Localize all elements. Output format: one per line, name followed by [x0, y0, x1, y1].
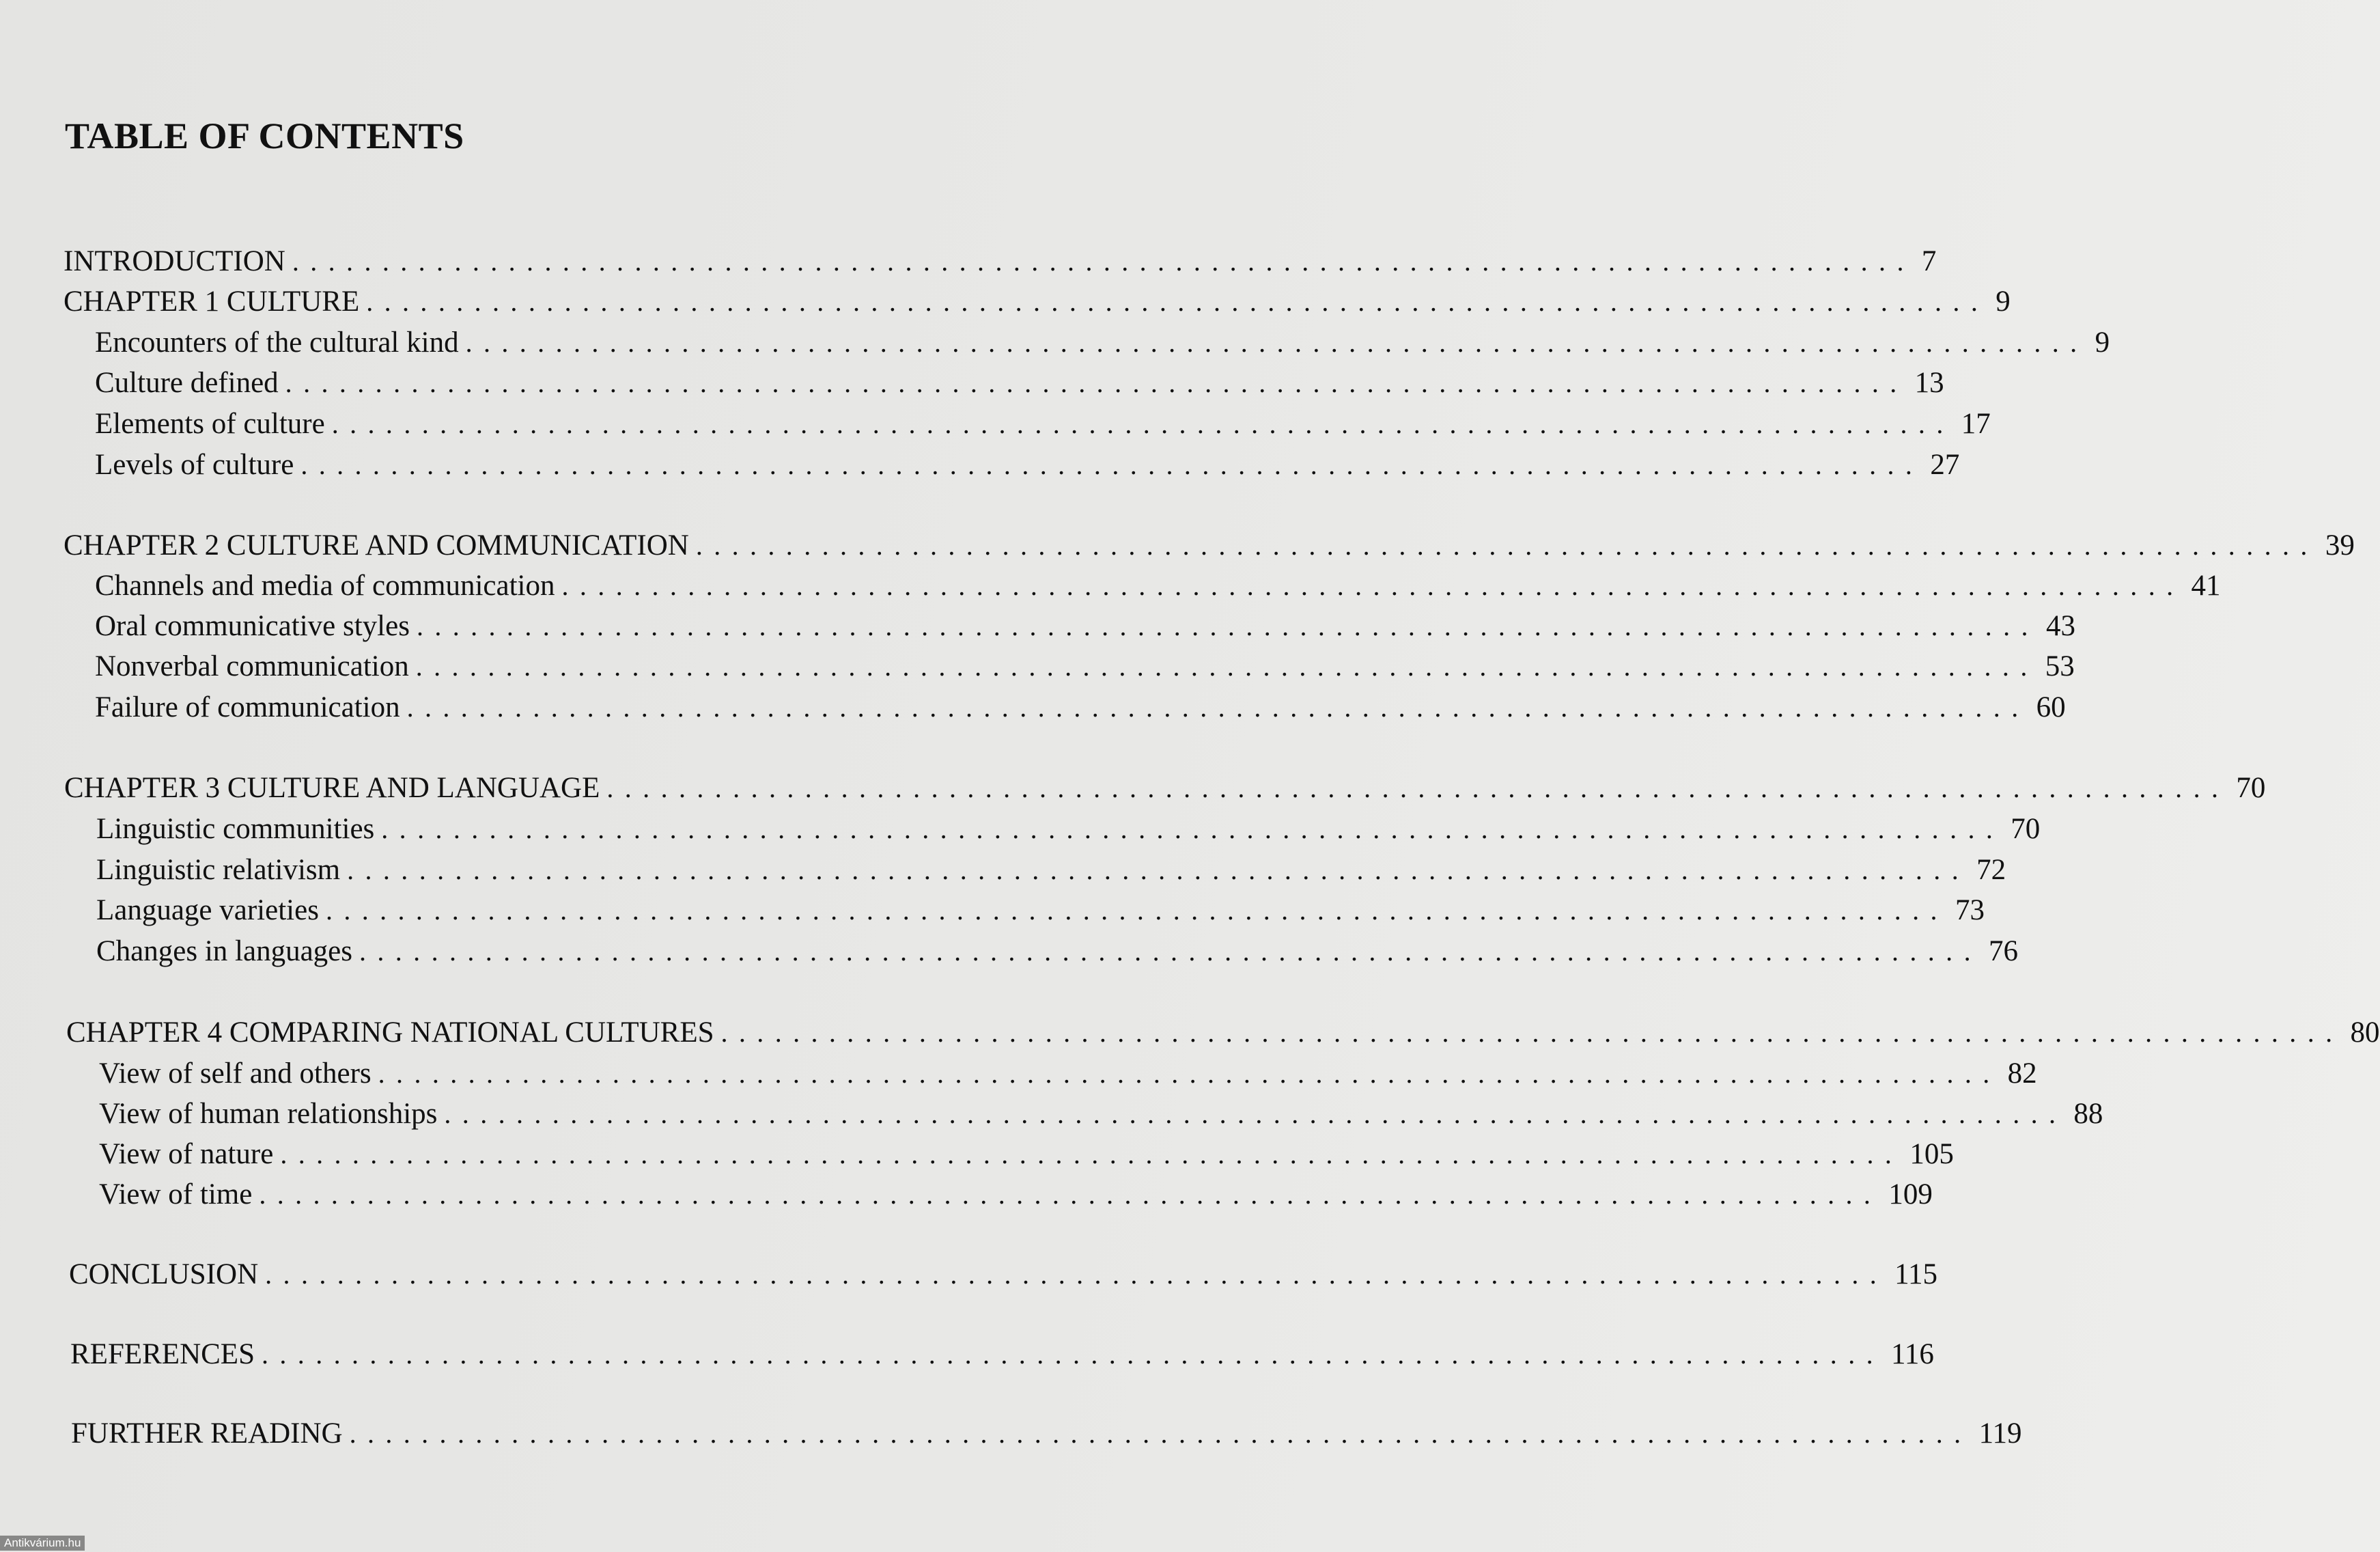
toc-entry-conclusion: [69, 1256, 1938, 1294]
toc-entry-title: Nonverbal communication: [95, 650, 409, 682]
toc-entry-page: 7: [1921, 245, 1937, 277]
dot-leader: ..........................................................................................: [465, 327, 2088, 358]
toc-entry-levels-of-culture: [95, 446, 1960, 484]
toc-entry-page: 27: [1930, 449, 1960, 481]
dot-leader: ..........................................................................................: [416, 611, 2039, 641]
toc-entry-page: 82: [2007, 1057, 2037, 1090]
dot-leader: ..........................................................................................: [695, 530, 2319, 561]
dot-leader: ..........................................................................................: [415, 651, 2039, 682]
toc-entry-chapter-4: [66, 1014, 2380, 1052]
toc-entry-title: Linguistic communities: [96, 813, 375, 845]
dot-leader: ..........................................................................................: [292, 246, 1915, 277]
dot-leader: ..........................................................................................: [262, 1339, 1884, 1370]
toc-entry-title: CHAPTER 2 CULTURE AND COMMUNICATION: [64, 529, 689, 562]
toc-entry-view-of-nature: [99, 1135, 1954, 1174]
dot-leader: ..........................................................................................: [300, 449, 1924, 480]
dot-leader: ..........................................................................................: [347, 855, 1970, 885]
toc-entry-title: View of nature: [99, 1138, 274, 1170]
toc-entry-chapter-1: [64, 283, 2011, 321]
toc-entry-chapter-3: [64, 769, 2266, 807]
toc-entry-elements-of-culture: [95, 405, 1991, 443]
toc-entry-page: 72: [1976, 854, 2006, 886]
toc-entry-title: CONCLUSION: [69, 1258, 259, 1290]
toc-entry-page: 119: [1978, 1417, 2022, 1450]
toc-entry-linguistic-communities: [96, 810, 2041, 848]
toc-entry-title: View of self and others: [99, 1057, 372, 1090]
toc-entry-page: 76: [1988, 935, 2018, 967]
toc-entry-title: View of time: [99, 1178, 253, 1210]
toc-entry-page: 13: [1914, 367, 1944, 399]
toc-entry-title: Culture defined: [95, 367, 279, 399]
toc-entry-page: 9: [2095, 327, 2110, 359]
toc-entry-title: Oral communicative styles: [95, 610, 410, 642]
dot-leader: ..........................................................................................: [381, 814, 2004, 844]
toc-entry-title: View of human relationships: [99, 1098, 438, 1130]
toc-entry-page: 109: [1888, 1178, 1933, 1210]
toc-entry-page: 9: [1996, 286, 2011, 318]
toc-entry-title: Elements of culture: [95, 408, 325, 440]
toc-entry-references: [70, 1335, 1934, 1374]
toc-entry-oral-styles: [95, 607, 2075, 646]
toc-entry-title: Encounters of the cultural kind: [95, 327, 459, 359]
dot-leader: ..........................................................................................: [359, 936, 1982, 967]
toc-entry-title: Failure of communication: [95, 691, 400, 723]
dot-leader: ..........................................................................................: [325, 895, 1948, 926]
dot-leader: ..........................................................................................: [444, 1098, 2067, 1129]
toc-entry-title: CHAPTER 4 COMPARING NATIONAL CULTURES: [66, 1016, 714, 1049]
toc-entry-title: Language varieties: [96, 894, 319, 926]
toc-entry-page: 60: [2036, 691, 2066, 723]
toc-entry-page: 80: [2350, 1016, 2380, 1049]
toc-entry-view-of-self: [99, 1055, 2037, 1093]
toc-entry-page: 88: [2073, 1098, 2103, 1130]
toc-entry-encounters: [95, 324, 2110, 362]
toc-entry-chapter-2: [64, 527, 2355, 565]
toc-entry-view-of-time: [99, 1176, 1933, 1214]
toc-entry-title: Changes in languages: [96, 935, 352, 967]
toc-entry-page: 116: [1891, 1338, 1934, 1370]
toc-entry-page: 73: [1955, 894, 1985, 926]
toc-entry-further-reading: [71, 1415, 2022, 1453]
watermark: Antikvárium.hu: [0, 1536, 85, 1551]
toc-entry-title: REFERENCES: [70, 1338, 255, 1370]
dot-leader: ..........................................................................................: [259, 1179, 1882, 1210]
toc-entry-page: 53: [2045, 650, 2075, 682]
toc-entry-introduction: [64, 242, 1937, 281]
toc-entry-page: 105: [1909, 1138, 1954, 1170]
toc-entry-language-varieties: [96, 891, 1985, 930]
toc-entry-title: Levels of culture: [95, 449, 294, 481]
toc-entry-page: 43: [2045, 610, 2075, 642]
toc-entry-nonverbal: [95, 648, 2075, 686]
toc-entry-title: Channels and media of communication: [95, 570, 555, 602]
toc-entry-page: 17: [1961, 408, 1991, 440]
dot-leader: ..........................................................................................: [280, 1139, 1903, 1169]
toc-entry-culture-defined: [95, 364, 1944, 402]
dot-leader: ..........................................................................................: [720, 1017, 2344, 1048]
dot-leader: ..........................................................................................: [406, 692, 2030, 723]
toc-entry-title: FURTHER READING: [71, 1417, 343, 1450]
toc-entry-view-of-human-relationships: [99, 1095, 2103, 1133]
toc-entry-title: CHAPTER 3 CULTURE AND LANGUAGE: [64, 772, 600, 804]
toc-entry-failure-of-communication: [95, 689, 2066, 727]
toc-entry-title: CHAPTER 1 CULTURE: [64, 286, 360, 318]
dot-leader: ..........................................................................................: [606, 773, 2230, 803]
toc-entry-page: 70: [2011, 813, 2041, 845]
dot-leader: ..........................................................................................: [561, 570, 2185, 601]
dot-leader: ..........................................................................................: [265, 1259, 1888, 1290]
toc-entry-title: INTRODUCTION: [64, 245, 285, 277]
dot-leader: ..........................................................................................: [331, 408, 1955, 439]
toc-entry-channels-and-media: [95, 567, 2221, 605]
page-title: TABLE OF CONTENTS: [65, 115, 464, 156]
dot-leader: ..........................................................................................: [349, 1418, 1972, 1449]
toc-entry-page: 39: [2325, 529, 2355, 562]
toc-entry-page: 41: [2191, 570, 2221, 602]
toc-entry-title: Linguistic relativism: [96, 854, 341, 886]
dot-leader: ..........................................................................................: [378, 1058, 2001, 1089]
toc-entry-linguistic-relativism: [96, 851, 2006, 889]
toc-entry-changes-in-languages: [96, 932, 2018, 971]
dot-leader: ..........................................................................................: [366, 286, 1989, 317]
toc-entry-page: 70: [2236, 772, 2266, 804]
dot-leader: ..........................................................................................: [285, 368, 1908, 398]
toc-entry-page: 115: [1894, 1258, 1938, 1290]
